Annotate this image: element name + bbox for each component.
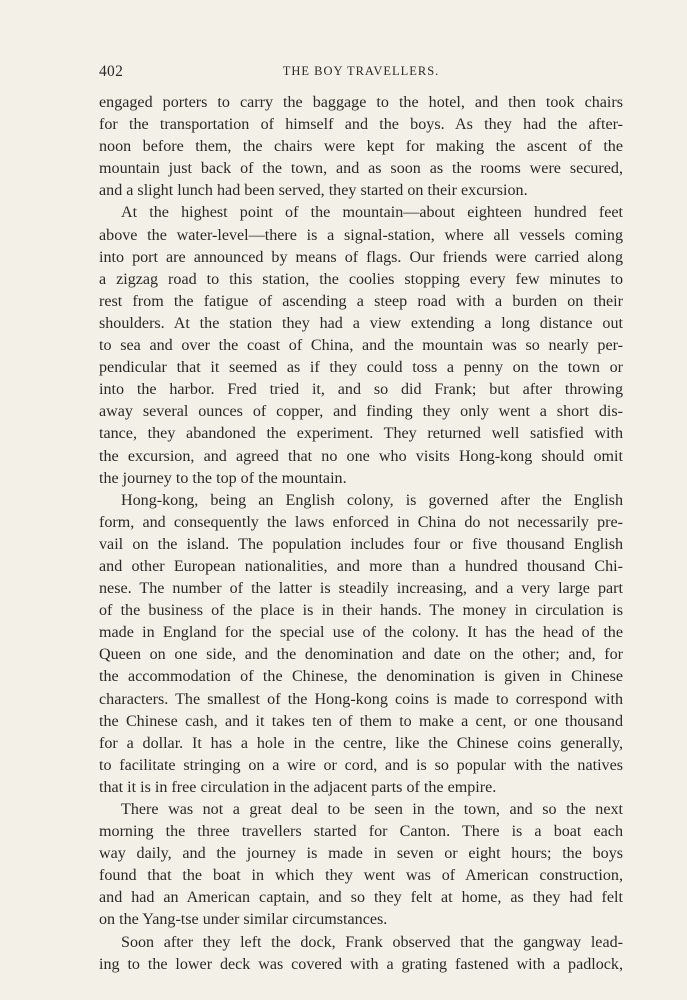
text-line: to facilitate stringing on a wire or cord, and is so popular with the natives xyxy=(99,756,623,774)
text-line: the journey to the top of the mountain. xyxy=(99,469,347,487)
text-line: shoulders. At the station they had a view extending a long distance out xyxy=(99,314,623,332)
page-number: 402 xyxy=(99,63,124,80)
text-line: the accommodation of the Chinese, the denomination is given in Chinese xyxy=(99,668,623,686)
text-line: on the Yang-tse under similar circumstances. xyxy=(99,911,388,929)
text-line: way daily, and the journey is made in seven or eight hours; the boys xyxy=(99,845,623,863)
text-line: away several ounces of copper, and finding they only went a short dis- xyxy=(99,403,623,421)
text-line: Soon after they left the dock, Frank observed that the gangway lead- xyxy=(121,933,623,951)
text-line: There was not a great deal to be seen in the town, and so the next xyxy=(121,801,623,818)
text-line: mountain just back of the town, and as soon as the rooms were secured, xyxy=(99,160,623,178)
text-line: the Chinese cash, and it takes ten of them to make a cent, or one thousand xyxy=(99,712,623,730)
text-line: a zigzag road to this station, the coolies stopping every few minutes to xyxy=(99,270,623,288)
text-line: found that the boat in which they went was of American construction, xyxy=(99,867,623,885)
text-line: pendicular that it seemed as if they could toss a penny on the town or xyxy=(99,359,623,377)
text-line: to sea and over the coast of China, and the mountain was so nearly per- xyxy=(99,337,623,355)
text-line: characters. The smallest of the Hong-kong coins is made to correspond with xyxy=(99,690,623,708)
text-line: form, and consequently the laws enforced in China do not necessarily pre- xyxy=(99,513,623,531)
text-line: that it is in free circulation in the adjacent parts of the empire. xyxy=(99,778,497,796)
text-line: for the transportation of himself and the boys. As they had the after- xyxy=(99,116,623,134)
text-line: nese. The number of the latter is steadily increasing, and a very large part xyxy=(99,580,623,598)
text-line: and other European nationalities, and more than a hundred thousand Chi- xyxy=(99,557,623,575)
running-head xyxy=(99,63,623,85)
text-line: of the business of the place is in their hands. The money in circulation is xyxy=(99,602,623,620)
text-line: into port are announced by means of flags. Our friends were carried along xyxy=(99,248,623,266)
text-line: Hong-kong, being an English colony, is governed after the English xyxy=(121,491,623,509)
text-line: and had an American captain, and so they felt at home, as they had felt xyxy=(99,889,623,907)
running-title: THE BOY TRAVELLERS. xyxy=(282,64,440,78)
body-text xyxy=(99,92,623,976)
text-line: tance, they abandoned the experiment. They returned well satisfied with xyxy=(99,425,623,443)
text-line: morning the three travellers started for Canton. There is a boat each xyxy=(99,823,623,841)
text-line: made in England for the special use of the colony. It has the head of the xyxy=(99,624,623,642)
text-line: above the water-level—there is a signal-station, where all vessels coming xyxy=(99,226,623,244)
text-line: rest from the fatigue of ascending a steep road with a burden on their xyxy=(99,292,623,310)
text-line: vail on the island. The population includes four or five thousand English xyxy=(99,535,623,553)
text-line: At the highest point of the mountain—about eighteen hundred feet xyxy=(121,204,623,222)
text-line: ing to the lower deck was covered with a grating fastened with a padlock, xyxy=(99,955,623,973)
text-line: engaged porters to carry the baggage to the hotel, and then took chairs xyxy=(99,94,623,111)
text-line: for a dollar. It has a hole in the centre, like the Chinese coins generally, xyxy=(99,734,623,752)
text-line: noon before them, the chairs were kept for making the ascent of the xyxy=(99,138,623,156)
text-line: Queen on one side, and the denomination and date on the other; and, for xyxy=(99,646,623,664)
text-line: and a slight lunch had been served, they started on their excursion. xyxy=(99,182,528,200)
text-line: the excursion, and agreed that no one who visits Hong-kong should omit xyxy=(99,447,623,465)
text-line: into the harbor. Fred tried it, and so did Frank; but after throwing xyxy=(99,381,623,399)
